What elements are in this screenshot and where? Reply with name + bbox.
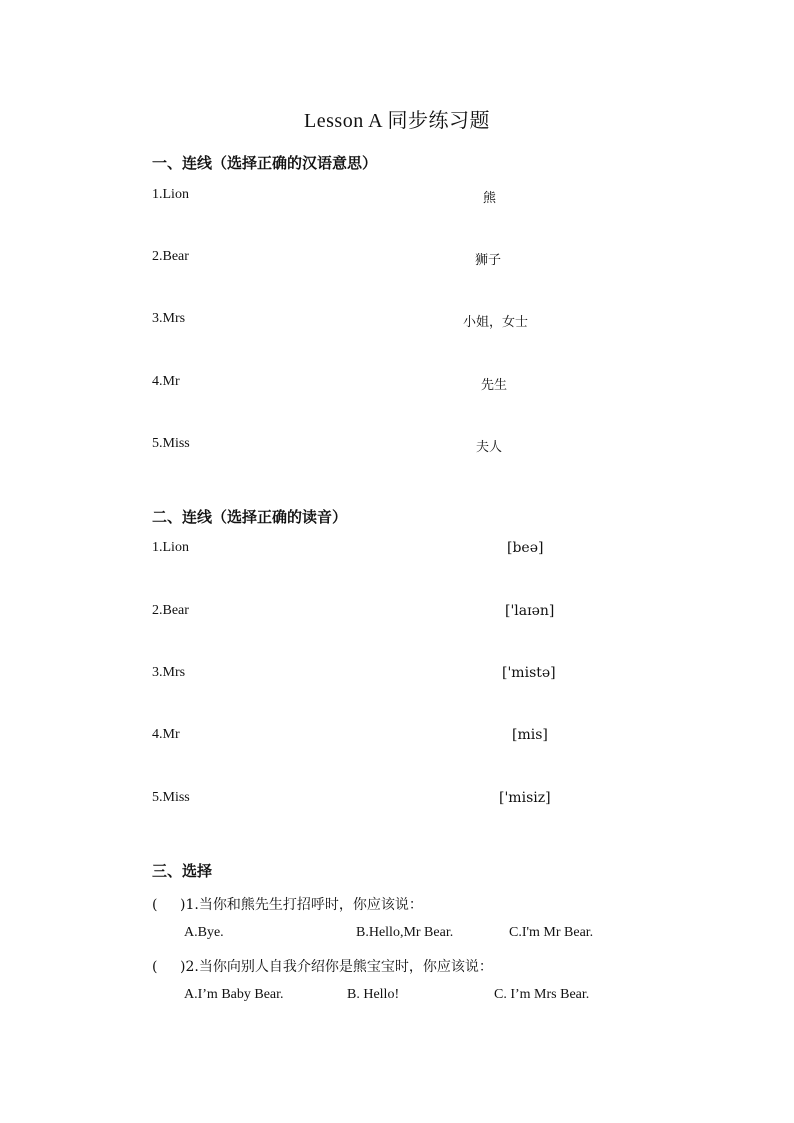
s2-left-item: 5.Miss: [152, 790, 190, 805]
s1-right-item: 先生: [481, 378, 508, 393]
answer-open-paren: (: [152, 897, 158, 913]
section1-heading: 一、连线（选择正确的汉语意思）: [152, 154, 378, 172]
answer-open-paren: (: [152, 959, 158, 975]
option-b: B.Hello,Mr Bear.: [356, 925, 454, 940]
question-1: [152, 894, 423, 914]
s2-left-item: 1.Lion: [152, 540, 189, 555]
s1-right-item: 狮子: [475, 253, 502, 268]
s2-right-item: ['laɪən]: [505, 603, 555, 619]
s2-right-item: ['misiz]: [499, 790, 551, 806]
page-title: Lesson A 同步练习题: [304, 110, 490, 132]
s2-right-item: ['mistə]: [502, 665, 556, 681]
s2-left-item: 2.Bear: [152, 603, 189, 618]
s1-left-item: 1.Lion: [152, 187, 189, 202]
question-2: [152, 956, 493, 976]
s1-left-item: 5.Miss: [152, 436, 190, 451]
s1-left-item: 2.Bear: [152, 249, 189, 264]
question-text: 1.当你和熊先生打招呼时，你应该说：: [185, 897, 423, 913]
s1-left-item: 4.Mr: [152, 374, 180, 389]
s2-left-item: 4.Mr: [152, 727, 180, 742]
section3-heading: 三、选择: [152, 862, 213, 880]
option-a: A.I’m Baby Bear.: [184, 987, 284, 1002]
s2-left-item: 3.Mrs: [152, 665, 186, 680]
answer-close-paren: ): [180, 897, 186, 913]
s2-right-item: [mis]: [512, 727, 548, 743]
s1-right-item: 熊: [483, 191, 497, 206]
option-c: C. I’m Mrs Bear.: [494, 987, 590, 1002]
s1-right-item: 小姐，女士: [463, 315, 529, 330]
s1-left-item: 3.Mrs: [152, 311, 186, 326]
s2-right-item: [beə]: [507, 540, 544, 556]
section2-heading: 二、连线（选择正确的读音）: [152, 508, 348, 526]
answer-close-paren: ): [180, 959, 186, 975]
option-b: B. Hello!: [347, 987, 400, 1002]
question-text: 2.当你向别人自我介绍你是熊宝宝时，你应该说：: [185, 959, 493, 975]
option-c: C.I'm Mr Bear.: [509, 925, 594, 940]
s1-right-item: 夫人: [476, 440, 503, 455]
option-a: A.Bye.: [184, 925, 224, 940]
